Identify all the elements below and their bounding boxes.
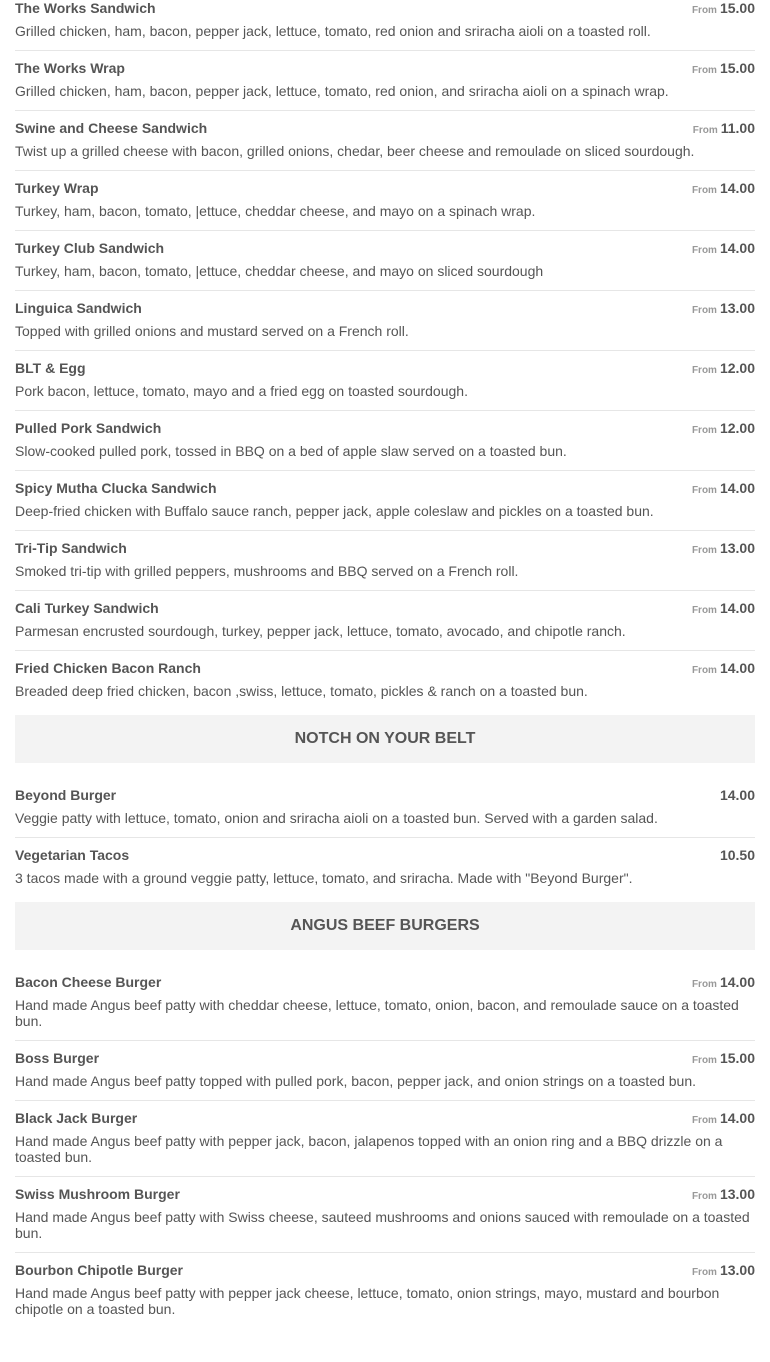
menu-list — [15, 0, 755, 1328]
menu-item-name: Bourbon Chipotle Burger — [15, 1262, 183, 1278]
menu-item-description: 3 tacos made with a ground veggie patty, lettuce, tomato, and sriracha. Made with "Beyond Burger". — [15, 870, 633, 886]
menu-item-header — [15, 1050, 755, 1070]
menu-item-name: Tri-Tip Sandwich — [15, 540, 127, 556]
menu-item-description: Turkey, ham, bacon, tomato, |ettuce, cheddar cheese, and mayo on sliced sourdough — [15, 263, 544, 279]
menu-item-name: Linguica Sandwich — [15, 300, 142, 316]
menu-item[interactable] — [15, 531, 755, 591]
price-value: 15.00 — [719, 1050, 755, 1066]
menu-item-description: Deep-fried chicken with Buffalo sauce ranch, pepper jack, apple coleslaw and pickles on a toasted bun. — [15, 503, 654, 519]
price-from-label: From — [691, 605, 717, 616]
menu-item[interactable] — [15, 1041, 755, 1101]
menu-item-description: Turkey, ham, bacon, tomato, |ettuce, cheddar cheese, and mayo on a spinach wrap. — [15, 203, 536, 219]
menu-item-header — [15, 480, 755, 500]
menu-item-header — [15, 300, 755, 320]
menu-item-name: Black Jack Burger — [15, 1110, 138, 1126]
menu-item-header — [15, 1186, 755, 1206]
price-from-label: From — [691, 365, 717, 376]
menu-item[interactable] — [15, 411, 755, 471]
price-from-label: From — [691, 545, 717, 556]
menu-item-price — [692, 420, 755, 439]
menu-item-name: Cali Turkey Sandwich — [15, 600, 159, 616]
menu-item[interactable] — [15, 1253, 755, 1328]
menu-item-header — [15, 847, 755, 867]
price-from-label: From — [691, 185, 717, 196]
price-from-label: From — [691, 425, 717, 436]
price-from-label: From — [691, 485, 717, 496]
menu-item-description: Twist up a grilled cheese with bacon, grilled onions, chedar, beer cheese and remoulade on sliced sourdough. — [15, 143, 695, 159]
menu-item-name: Turkey Wrap — [15, 180, 99, 196]
menu-item-description: Veggie patty with lettuce, tomato, onion and sriracha aioli on a toasted bun. Served with a garden salad. — [15, 810, 658, 826]
price-value: 14.00 — [719, 787, 755, 803]
price-value: 14.00 — [719, 1110, 755, 1126]
menu-item-name: BLT & Egg — [15, 360, 86, 376]
menu-item[interactable] — [15, 0, 755, 51]
menu-item-name: Pulled Pork Sandwich — [15, 420, 162, 436]
menu-item-header — [15, 1110, 755, 1130]
menu-item-header — [15, 0, 755, 20]
menu-item-description: Slow-cooked pulled pork, tossed in BBQ on a bed of apple slaw served on a toasted bun. — [15, 443, 567, 459]
price-from-label: From — [691, 1191, 717, 1202]
menu-item-price — [692, 974, 755, 993]
menu-item-description: Parmesan encrusted sourdough, turkey, pepper jack, lettuce, tomato, avocado, and chipotle ranch. — [15, 623, 626, 639]
menu-item[interactable] — [15, 171, 755, 231]
menu-item-price — [692, 480, 755, 499]
menu-item-description: Hand made Angus beef patty with cheddar cheese, lettuce, tomato, onion, bacon, and remoulade sauce on a toasted bun. — [15, 997, 739, 1029]
menu-item-description: Smoked tri-tip with grilled peppers, mushrooms and BBQ served on a French roll. — [15, 563, 519, 579]
menu-item-name: Swine and Cheese Sandwich — [15, 120, 208, 136]
menu-item-header — [15, 180, 755, 200]
menu-item-name: Fried Chicken Bacon Ranch — [15, 660, 201, 676]
menu-item[interactable] — [15, 838, 755, 897]
price-from-label: From — [691, 1055, 717, 1066]
menu-item-description: Pork bacon, lettuce, tomato, mayo and a fried egg on toasted sourdough. — [15, 383, 468, 399]
menu-item-price — [692, 1262, 755, 1281]
menu-item-price — [692, 240, 755, 259]
price-value: 11.00 — [720, 120, 755, 136]
menu-item-description: Hand made Angus beef patty with pepper jack cheese, lettuce, tomato, onion strings, mayo, mustard and bourbon chipotle on a toasted bun. — [15, 1285, 720, 1317]
menu-item-price — [692, 60, 755, 79]
price-value: 13.00 — [719, 1186, 755, 1202]
menu-item-header — [15, 240, 755, 260]
menu-item-header — [15, 60, 755, 80]
menu-item-price — [692, 660, 755, 679]
menu-item-name: The Works Wrap — [15, 60, 125, 76]
price-from-label: From — [691, 1267, 717, 1278]
price-from-label: From — [692, 125, 718, 136]
price-value: 10.50 — [719, 847, 755, 863]
price-from-label: From — [691, 5, 717, 16]
menu-item-name: Turkey Club Sandwich — [15, 240, 165, 256]
menu-item-header — [15, 787, 755, 807]
menu-item-header — [15, 540, 755, 560]
menu-item-price — [692, 540, 755, 559]
menu-item[interactable] — [15, 651, 755, 710]
price-from-label: From — [691, 979, 717, 990]
price-value: 12.00 — [719, 420, 755, 436]
menu-item-header — [15, 600, 755, 620]
menu-item-name: Bacon Cheese Burger — [15, 974, 162, 990]
menu-item-name: Spicy Mutha Clucka Sandwich — [15, 480, 217, 496]
price-from-label: From — [691, 305, 717, 316]
menu-item-header — [15, 974, 755, 994]
menu-item[interactable] — [15, 1177, 755, 1253]
section-header: NOTCH ON YOUR BELT — [15, 715, 755, 763]
menu-item[interactable] — [15, 965, 755, 1041]
section-header: ANGUS BEEF BURGERS — [15, 902, 755, 950]
price-value: 14.00 — [719, 180, 755, 196]
menu-item-price — [692, 1186, 755, 1205]
menu-item-name: Swiss Mushroom Burger — [15, 1186, 180, 1202]
price-from-label: From — [691, 245, 717, 256]
menu-item-name: Vegetarian Tacos — [15, 847, 130, 863]
menu-item[interactable] — [15, 291, 755, 351]
menu-item-price — [692, 360, 755, 379]
menu-item-price — [692, 180, 755, 199]
menu-item-description: Hand made Angus beef patty topped with pulled pork, bacon, pepper jack, and onion strings on a toasted bun. — [15, 1073, 697, 1089]
menu-item-price — [692, 1110, 755, 1129]
price-value: 13.00 — [719, 540, 755, 556]
price-value: 14.00 — [719, 480, 755, 496]
price-from-label: From — [691, 665, 717, 676]
price-value: 13.00 — [719, 1262, 755, 1278]
price-value: 15.00 — [719, 0, 755, 16]
menu-item-description: Grilled chicken, ham, bacon, pepper jack, lettuce, tomato, red onion, and sriracha aioli on a spinach wrap. — [15, 83, 669, 99]
menu-item-price — [720, 847, 755, 864]
price-value: 12.00 — [719, 360, 755, 376]
menu-item-description: Grilled chicken, ham, bacon, pepper jack, lettuce, tomato, red onion and sriracha aioli on a toasted roll. — [15, 23, 651, 39]
menu-item[interactable] — [15, 351, 755, 411]
menu-item-price — [692, 600, 755, 619]
menu-item-description: Hand made Angus beef patty with Swiss cheese, sauteed mushrooms and onions sauced with remoulade on a toasted bun. — [15, 1209, 750, 1241]
menu-item-description: Topped with grilled onions and mustard served on a French roll. — [15, 323, 409, 339]
menu-item-price — [692, 0, 755, 19]
menu-item-price — [692, 1050, 755, 1069]
price-from-label: From — [691, 65, 717, 76]
price-value: 15.00 — [719, 60, 755, 76]
menu-item[interactable] — [15, 111, 755, 171]
price-value: 13.00 — [719, 300, 755, 316]
menu-item-name: Beyond Burger — [15, 787, 117, 803]
menu-item-description: Breaded deep fried chicken, bacon ,swiss, lettuce, tomato, pickles & ranch on a toasted bun. — [15, 683, 588, 699]
menu-item[interactable] — [15, 471, 755, 531]
price-value: 14.00 — [719, 600, 755, 616]
menu-item-price — [693, 120, 755, 139]
menu-item-header — [15, 420, 755, 440]
menu-item-header — [15, 1262, 755, 1282]
menu-item-name: The Works Sandwich — [15, 0, 156, 16]
price-from-label: From — [691, 1115, 717, 1126]
menu-item-header — [15, 360, 755, 380]
price-value: 14.00 — [719, 974, 755, 990]
menu-item-price — [720, 787, 755, 804]
menu-item-header — [15, 120, 755, 140]
menu-item[interactable] — [15, 51, 755, 111]
menu-item[interactable] — [15, 1101, 755, 1177]
menu-item-description: Hand made Angus beef patty with pepper jack, bacon, jalapenos topped with an onion ring and a BBQ drizzle on a toasted bun. — [15, 1133, 723, 1165]
menu-item[interactable] — [15, 778, 755, 838]
menu-item-header — [15, 660, 755, 680]
menu-item[interactable] — [15, 591, 755, 651]
menu-item-name: Boss Burger — [15, 1050, 100, 1066]
menu-item-price — [692, 300, 755, 319]
price-value: 14.00 — [719, 660, 755, 676]
menu-item[interactable] — [15, 231, 755, 291]
price-value: 14.00 — [719, 240, 755, 256]
